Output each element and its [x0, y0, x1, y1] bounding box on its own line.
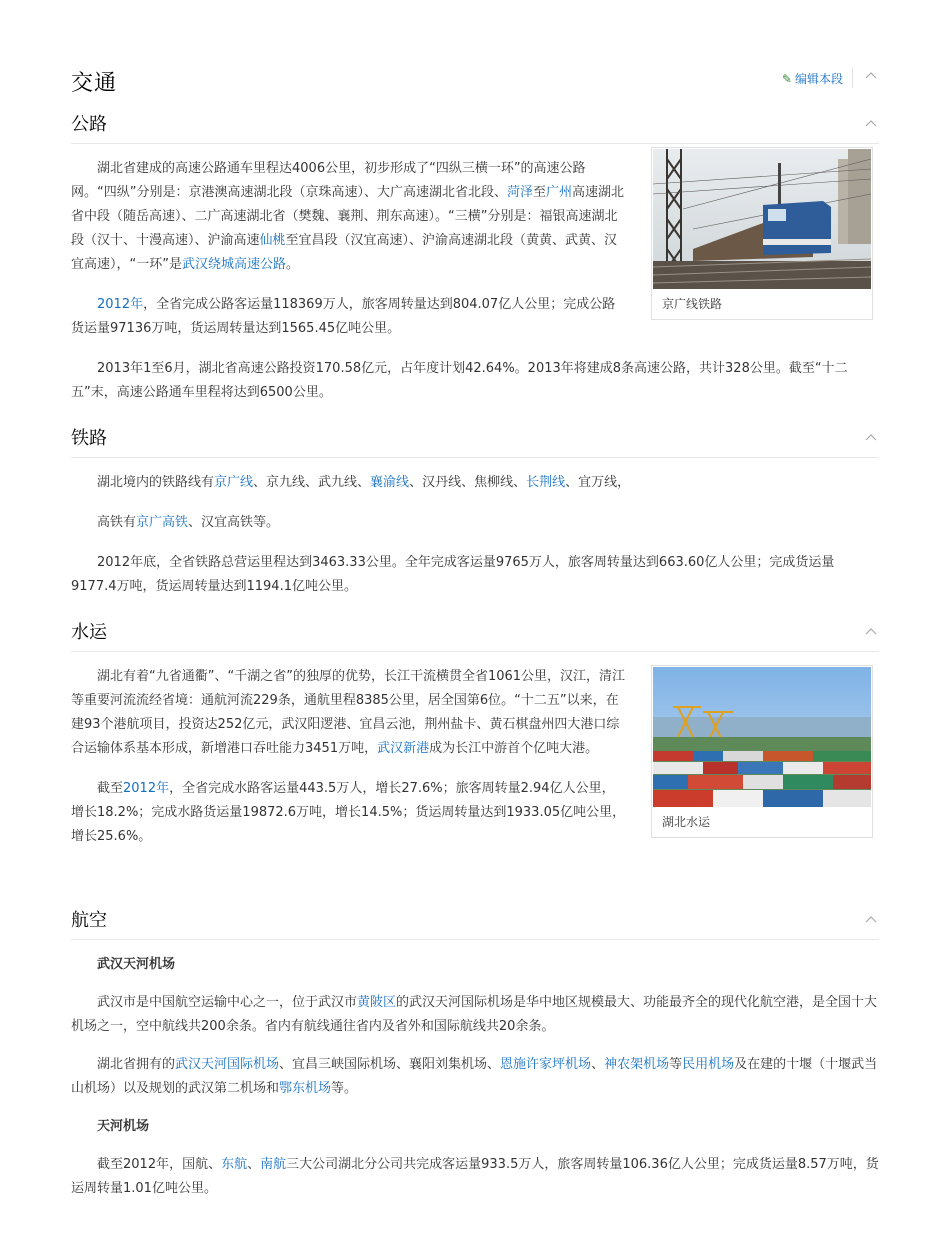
figure-port-photo[interactable]: [651, 665, 873, 838]
text-run: 高铁有: [97, 515, 137, 530]
section-header: [71, 58, 879, 102]
subsection-header-aviation: [71, 898, 879, 940]
inline-link[interactable]: 武汉天河国际机场: [175, 1057, 280, 1072]
text-run: ，全省完成水路客运量443.5万人，增长27.6%；旅客周转量2.94亿人公里，增长18.2%；完成水路货运量19872.6万吨，增长14.5%；货运周转量达到1933.05亿吨公里，增长25.6%。: [71, 781, 626, 844]
railway-body: [71, 458, 879, 599]
chevron-up-icon[interactable]: [865, 118, 877, 130]
inline-link[interactable]: 广州: [546, 185, 573, 200]
water-paragraph-2: [71, 777, 626, 849]
text-run: 、汉丹线、焦柳线、: [409, 475, 527, 490]
text-run: 等。: [331, 1081, 358, 1096]
text-run: 及在建的十堰（十堰武当山机场）以及规划的武汉第二机场和: [71, 1057, 878, 1096]
edit-label: 编辑本段: [794, 72, 843, 86]
chevron-up-icon[interactable]: [865, 914, 877, 926]
chevron-up-icon[interactable]: [865, 626, 877, 638]
divider: [852, 68, 853, 88]
section-title: 交通: [71, 71, 118, 96]
text-run: ，全省完成公路客运量118369万人，旅客周转量达到804.07亿人公里；完成公路货运量97136万吨，货运周转量达到1565.45亿吨公里。: [71, 297, 616, 336]
inline-link[interactable]: 恩施许家坪机场: [500, 1057, 592, 1072]
aviation-paragraph-3: [71, 1153, 879, 1201]
aviation-subheading-2: 天河机场: [97, 1119, 150, 1134]
inline-link[interactable]: 鄂东机场: [279, 1081, 332, 1096]
text-run: 三大公司湖北分公司共完成客运量933.5万人，旅客周转量106.36亿人公里；完成货运量8.57万吨，货运周转量1.01亿吨公里。: [71, 1157, 879, 1196]
water-body: [71, 652, 879, 898]
text-run: 、: [591, 1057, 605, 1072]
text-run: 湖北有着“九省通衢”、“千湖之省”的独厚的优势，长江干流横贯全省1061公里，汉江，清江等重要河流流经省境：通航河流229条，通航里程8385公里，居全国第6位。“十二五”以来，在建93个港航项目，投资达252亿元，武汉阳逻港、宜昌云池，荆州盐卡、黄石棋盘州四大港口综合运输体系基本形成，新增港口吞吐能力3451万吨，: [71, 669, 626, 756]
inline-link[interactable]: 襄渝线: [370, 475, 410, 490]
railway-paragraph-2: [71, 511, 879, 535]
chevron-up-icon[interactable]: [865, 70, 877, 82]
text-run: 湖北境内的铁路线有: [97, 475, 215, 490]
text-run: 至: [533, 185, 547, 200]
inline-link[interactable]: 神农架机场: [604, 1057, 670, 1072]
inline-link[interactable]: 武汉新港: [377, 741, 430, 756]
railway-paragraph-3: 2012年底，全省铁路总营运里程达到3463.33公里。全年完成客运量9765万人，旅客周转量达到663.60亿人公里；完成货运量9177.4万吨，货运周转量达到1194.1亿吨公里。: [71, 555, 835, 594]
text-run: 等: [669, 1057, 683, 1072]
text-run: 截至: [97, 781, 124, 796]
inline-link[interactable]: 2012年: [123, 781, 170, 796]
text-run: 的武汉天河国际机场是华中地区规模最大、功能最齐全的现代化航空港，是全国十大机场之一，空中航线共200余条。省内有航线通往省内及省外和国际航线共20余条。: [71, 995, 878, 1034]
aviation-body: [71, 940, 879, 1201]
aviation-paragraph-2: [71, 1053, 879, 1101]
edit-section-button[interactable]: [782, 70, 843, 87]
text-run: 、汉宜高铁等。: [188, 515, 280, 530]
inline-link[interactable]: 仙桃: [259, 233, 286, 248]
water-paragraph-1: [71, 665, 626, 761]
subsection-title: 航空: [71, 910, 107, 931]
text-run: 武汉市是中国航空运输中心之一，位于武汉市: [97, 995, 358, 1010]
train-photo: [653, 149, 871, 289]
subsection-header-water: [71, 610, 879, 652]
inline-link[interactable]: 菏泽: [506, 185, 533, 200]
highway-paragraph-1: [71, 157, 626, 277]
text-run: 湖北省拥有的: [97, 1057, 176, 1072]
text-run: 、宜万线，: [565, 475, 631, 490]
inline-link[interactable]: 长荆线: [526, 475, 566, 490]
highway-paragraph-3: 2013年1至6月，湖北省高速公路投资170.58亿元，占年度计划42.64%。2013年将建成8条高速公路，共计328公里。截至“十二五”末，高速公路通车里程将达到6500公里。: [71, 361, 848, 400]
text-run: 、: [247, 1157, 261, 1172]
railway-paragraph-1: [71, 471, 879, 495]
subsection-title: 水运: [71, 622, 107, 643]
subsection-header-railway: [71, 416, 879, 458]
text-run: 高速湖北省中段（随岳高速）、二广高速湖北省（樊魏、襄荆、荆东高速）。“三横”分别是：福银高速湖北段（汉十、十漫高速）、沪渝高速: [71, 185, 625, 248]
subsection-header-highway: [71, 102, 879, 144]
aviation-paragraph-1: [71, 991, 879, 1039]
text-run: 、京九线、武九线、: [253, 475, 371, 490]
inline-link[interactable]: 东航: [221, 1157, 248, 1172]
highway-body: [71, 144, 879, 405]
inline-link[interactable]: 民用机场: [682, 1057, 735, 1072]
text-run: 、宜昌三峡国际机场、襄阳刘集机场、: [279, 1057, 501, 1072]
inline-link[interactable]: 2012年: [97, 297, 144, 312]
figure-railway-photo[interactable]: [651, 147, 873, 320]
pencil-icon: ✎: [781, 71, 792, 86]
inline-link[interactable]: 黄陂区: [357, 995, 397, 1010]
inline-link[interactable]: 南航: [260, 1157, 287, 1172]
highway-paragraph-2: [71, 293, 626, 341]
text-run: 。: [286, 257, 300, 272]
port-photo: [653, 667, 871, 807]
inline-link[interactable]: 京广高铁: [136, 515, 189, 530]
inline-link[interactable]: 武汉绕城高速公路: [181, 257, 286, 272]
figure-caption: 京广线铁路: [662, 297, 723, 311]
figure-caption: 湖北水运: [662, 815, 711, 829]
text-run: 成为长江中游首个亿吨大港。: [429, 741, 599, 756]
subsection-title: 公路: [71, 114, 107, 135]
text-run: 湖北省建成的高速公路通车里程达4006公里，初步形成了“四纵三横一环”的高速公路网。“四纵”分别是：京港澳高速湖北段（京珠高速）、大广高速湖北省北段、: [71, 161, 586, 200]
chevron-up-icon[interactable]: [865, 432, 877, 444]
text-run: 截至2012年，国航、: [97, 1157, 222, 1172]
text-run: 至宜昌段（汉宜高速）、沪渝高速湖北段（黄黄、武黄、汉宜高速），“一环”是: [71, 233, 618, 272]
article: [71, 58, 879, 1201]
inline-link[interactable]: 京广线: [214, 475, 254, 490]
subsection-title: 铁路: [71, 428, 107, 449]
aviation-subheading-1: 武汉天河机场: [97, 957, 176, 972]
